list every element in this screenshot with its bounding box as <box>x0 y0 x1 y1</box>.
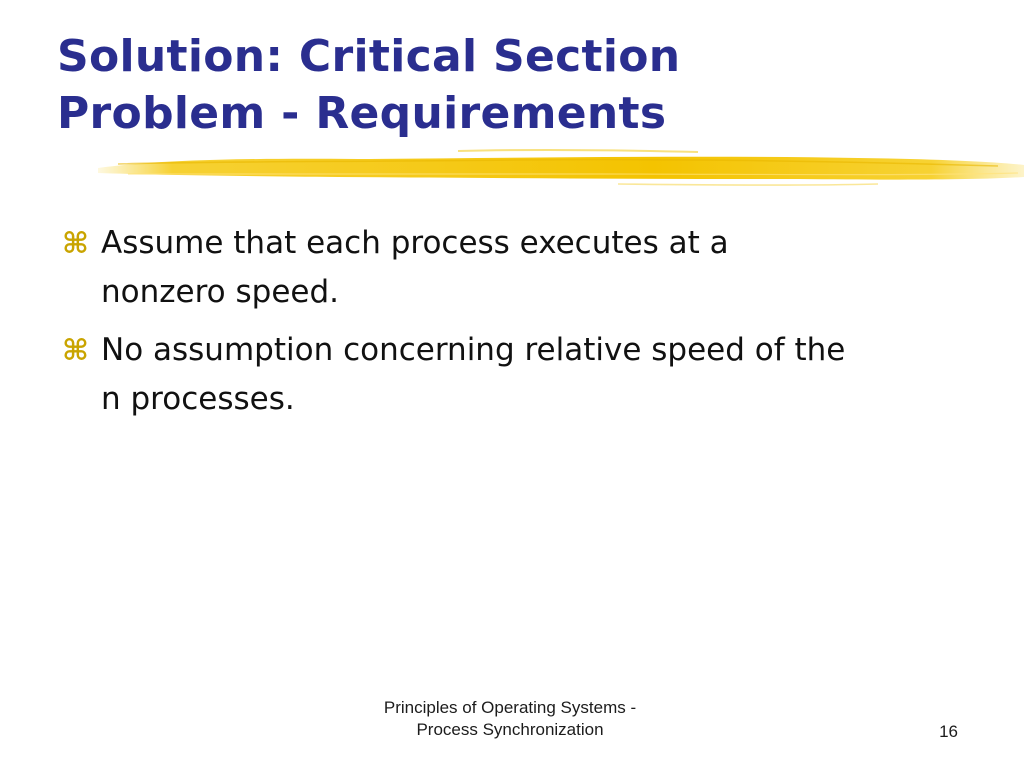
slide-title-line-1: Solution: Critical Section <box>57 31 681 82</box>
footer-line-1: Principles of Operating Systems - <box>383 698 637 717</box>
bullet-item <box>62 326 962 424</box>
bullet-text-line: No assumption concerning relative speed of the <box>101 332 846 368</box>
footer-course-title <box>340 697 680 741</box>
bullet-text-line: n processes. <box>101 381 295 417</box>
bullet-list <box>62 219 962 433</box>
slide-title <box>57 28 997 142</box>
page-number: 16 <box>939 722 958 741</box>
bullet-text-line: nonzero speed. <box>101 274 339 310</box>
slide-title-line-2: Problem - Requirements <box>57 88 667 139</box>
bullet-item <box>62 219 962 317</box>
title-highlight-brushstroke <box>98 146 1024 188</box>
footer-line-2: Process Synchronization <box>416 720 604 739</box>
command-key-icon: ⌘ <box>62 226 89 260</box>
command-key-icon: ⌘ <box>62 333 89 367</box>
bullet-text-line: Assume that each process executes at a <box>101 225 729 261</box>
